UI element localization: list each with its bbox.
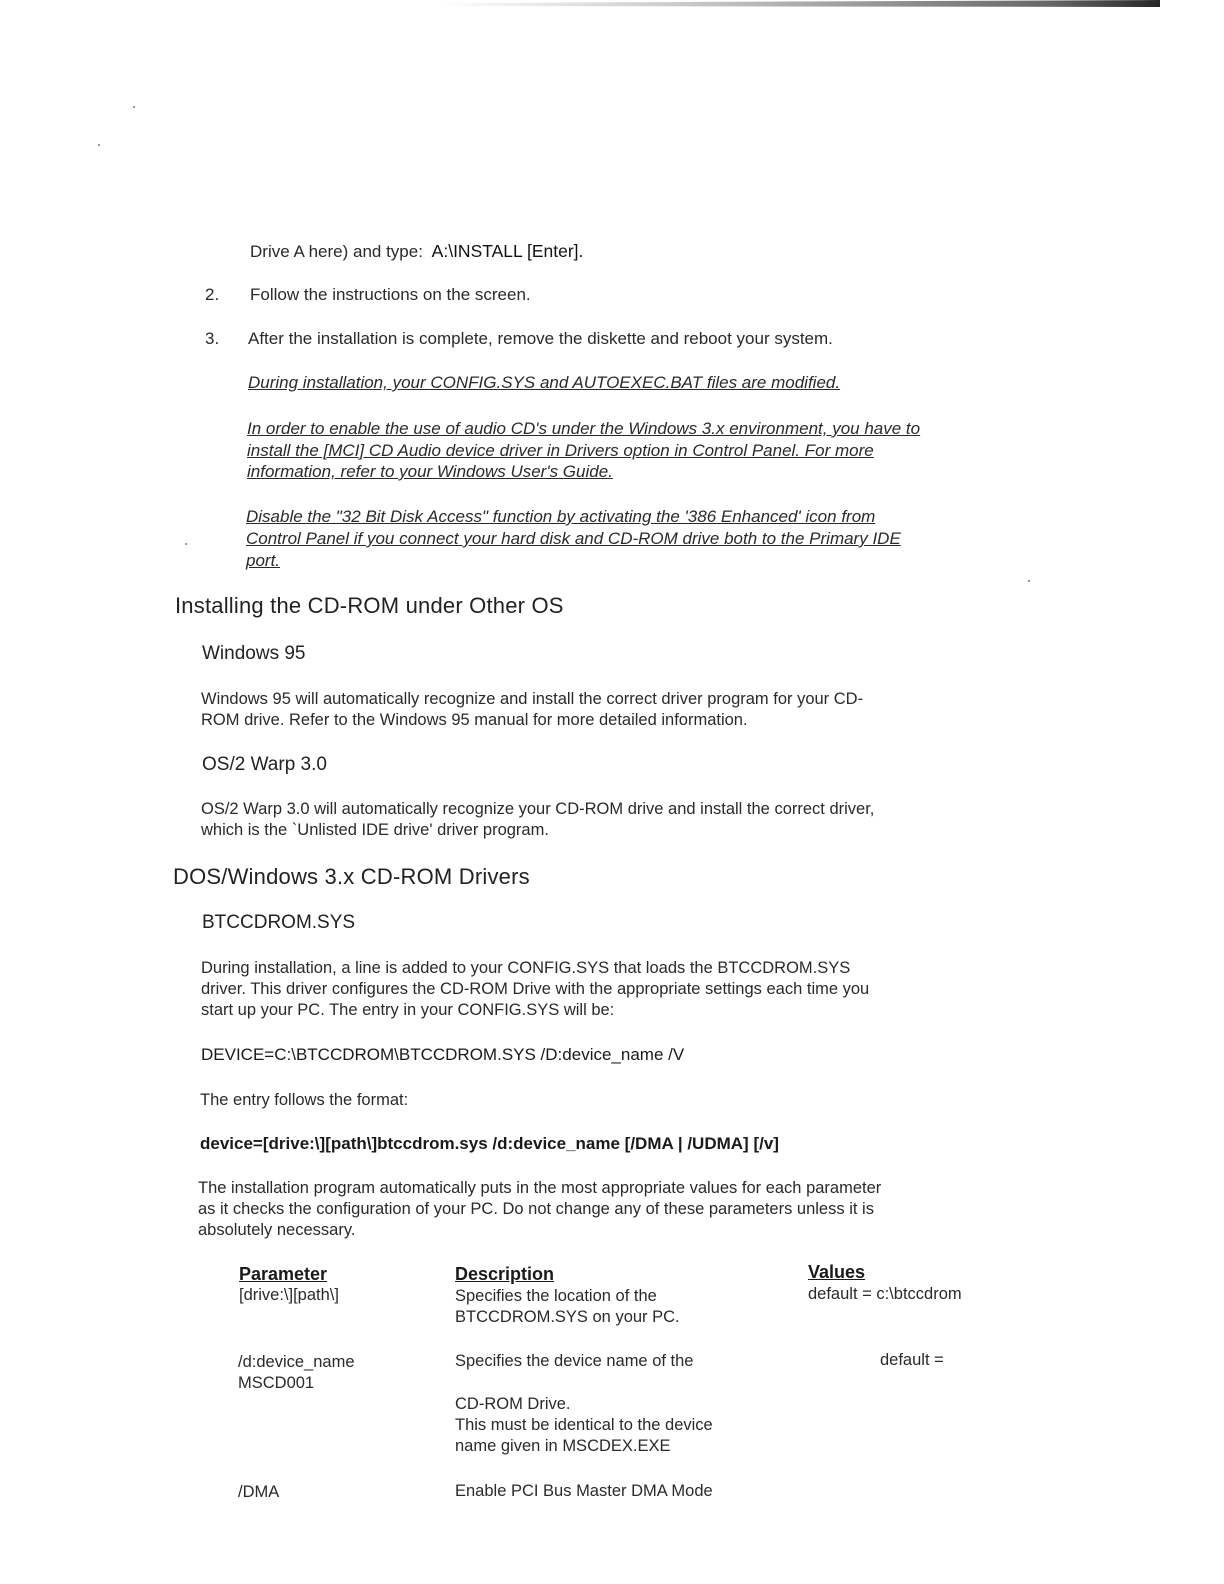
table-cell-value: default = [880,1351,944,1369]
scan-speck [98,144,100,146]
scan-edge-artifact [440,0,1160,10]
step-number: 2. [205,285,220,304]
note-audio-cd-line: In order to enable the use of audio CD's under the Windows 3.x environment, you have to [247,419,921,438]
paragraph-line: as it checks the configuration of your PC. Do not change any of these parameters unless it is [198,1200,874,1218]
table-cell-param: /DMA [238,1483,280,1501]
note-32bit-line: Control Panel if you connect your hard disk and CD-ROM drive both to the Primary IDE [246,529,901,548]
section-heading-other-os: Installing the CD-ROM under Other OS [175,593,564,618]
format-intro: The entry follows the format: [200,1091,409,1109]
table-header-description: Description [455,1264,555,1284]
section-heading-drivers: DOS/Windows 3.x CD-ROM Drivers [173,864,530,889]
table-cell-desc: Enable PCI Bus Master DMA Mode [455,1482,713,1500]
subheading-btccdrom: BTCCDROM.SYS [202,912,356,933]
subheading-os2-warp: OS/2 Warp 3.0 [202,754,327,775]
note-config-modified: During installation, your CONFIG.SYS and AUTOEXEC.BAT files are modified. [248,373,841,392]
note-audio-cd-line: information, refer to your Windows User's Guide. [247,462,613,481]
paragraph-line: driver. This driver configures the CD-ROM Drive with the appropriate settings each time you [201,980,870,998]
install-command-line [250,240,583,263]
table-cell-value: default = c:\btccdrom [808,1285,962,1303]
step-text: Follow the instructions on the screen. [250,285,531,304]
table-cell-desc: BTCCDROM.SYS on your PC. [455,1308,680,1326]
scan-speck [133,106,135,108]
subheading-windows-95: Windows 95 [202,643,306,664]
scan-speck [185,543,187,545]
note-32bit-line: port. [246,551,281,570]
paragraph-line: OS/2 Warp 3.0 will automatically recognize your CD-ROM drive and install the correct driver, [201,800,875,818]
paragraph-line: absolutely necessary. [198,1221,356,1239]
table-cell-desc: name given in MSCDEX.EXE [455,1437,671,1455]
table-cell-desc: This must be identical to the device [455,1416,713,1434]
paragraph-line: The installation program automatically puts in the most appropriate values for each parameter [198,1179,882,1197]
table-cell-param: MSCD001 [238,1374,315,1392]
table-cell-desc: Specifies the location of the [455,1287,657,1305]
device-entry-line: DEVICE=C:\BTCCDROM\BTCCDROM.SYS /D:device_name /V [201,1045,685,1064]
install-intro-text: Drive A here) and type: [250,242,423,261]
scan-speck [1028,580,1030,582]
format-syntax-line: device=[drive:\][path\]btccdrom.sys /d:device_name [/DMA | /UDMA] [/v] [200,1134,779,1153]
step-text: After the installation is complete, remove the diskette and reboot your system. [248,329,833,348]
table-header-parameter: Parameter [239,1264,328,1284]
table-cell-desc: Specifies the device name of the [455,1352,694,1370]
table-header-values: Values [808,1262,866,1282]
note-audio-cd-line: install the [MCI] CD Audio device driver in Drivers option in Control Panel. For more [247,441,874,460]
install-command: A:\INSTALL [Enter]. [431,241,584,261]
step-number: 3. [205,329,220,348]
paragraph-line: ROM drive. Refer to the Windows 95 manual for more detailed information. [201,711,748,729]
note-32bit-line: Disable the "32 Bit Disk Access" function by activating the '386 Enhanced' icon from [246,507,876,526]
table-cell-desc: CD-ROM Drive. [455,1395,571,1413]
table-cell-param: /d:device_name [238,1353,355,1371]
paragraph-line: Windows 95 will automatically recognize and install the correct driver program for your CD- [201,690,864,708]
table-cell-param: [drive:\][path\] [239,1286,339,1304]
paragraph-line: which is the `Unlisted IDE drive' driver program. [201,821,549,839]
paragraph-line: start up your PC. The entry in your CONFIG.SYS will be: [201,1001,615,1019]
paragraph-line: During installation, a line is added to your CONFIG.SYS that loads the BTCCDROM.SYS [201,959,851,977]
